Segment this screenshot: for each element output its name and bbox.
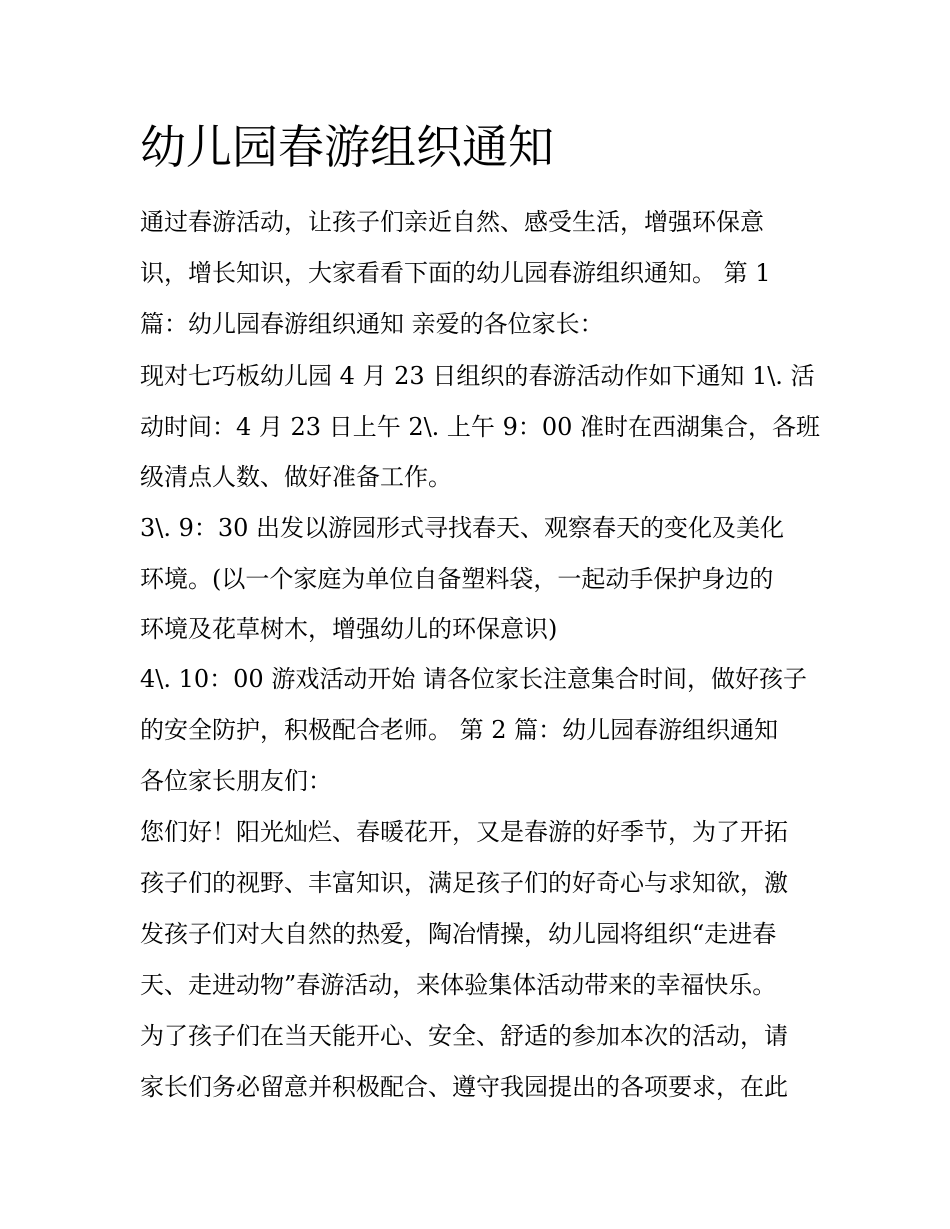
body-text-line: 现对七巧板幼儿园 4 月 23 日组织的春游活动作如下通知 1\. 活 <box>140 362 815 390</box>
body-text-line: 发孩子们对大自然的热爱，陶冶情操，幼儿园将组织“走进春 <box>140 920 777 948</box>
body-text-line: 孩子们的视野、丰富知识，满足孩子们的好奇心与求知欲，激 <box>140 869 788 897</box>
body-text-line: 的安全防护，积极配合老师。 第 2 篇：幼儿园春游组织通知 <box>140 716 779 744</box>
body-text-line: 家长们务必留意并积极配合、遵守我园提出的各项要求，在此 <box>140 1073 788 1101</box>
body-text-line: 天、走进动物”春游活动，来体验集体活动带来的幸福快乐。 <box>140 971 777 999</box>
body-text-line: 3\. 9：30 出发以游园形式寻找春天、观察春天的变化及美化 <box>140 514 785 542</box>
body-text-line: 您们好！阳光灿烂、春暖花开，又是春游的好季节，为了开拓 <box>140 818 788 846</box>
body-text-line: 环境。(以一个家庭为单位自备塑料袋，一起动手保护身边的 <box>140 565 774 593</box>
body-text-line: 动时间：4 月 23 日上午 2\. 上午 9：00 准时在西湖集合，各班 <box>140 413 821 441</box>
body-text-line: 级清点人数、做好准备工作。 <box>140 463 452 491</box>
body-text-line: 4\. 10：00 游戏活动开始 请各位家长注意集合时间，做好孩子 <box>140 665 807 693</box>
body-text-line: 篇：幼儿园春游组织通知 亲爱的各位家长： <box>140 310 604 338</box>
body-text-line: 环境及花草树木，增强幼儿的环保意识) <box>140 615 558 643</box>
document-title: 幼儿园春游组织通知 <box>140 120 554 174</box>
body-text-line: 各位家长朋友们： <box>140 767 332 795</box>
body-text-line: 为了孩子们在当天能开心、安全、舒适的参加本次的活动，请 <box>140 1022 788 1050</box>
body-text-line: 通过春游活动，让孩子们亲近自然、感受生活，增强环保意 <box>140 208 764 236</box>
body-text-line: 识，增长知识，大家看看下面的幼儿园春游组织通知。 第 1 <box>140 259 771 287</box>
